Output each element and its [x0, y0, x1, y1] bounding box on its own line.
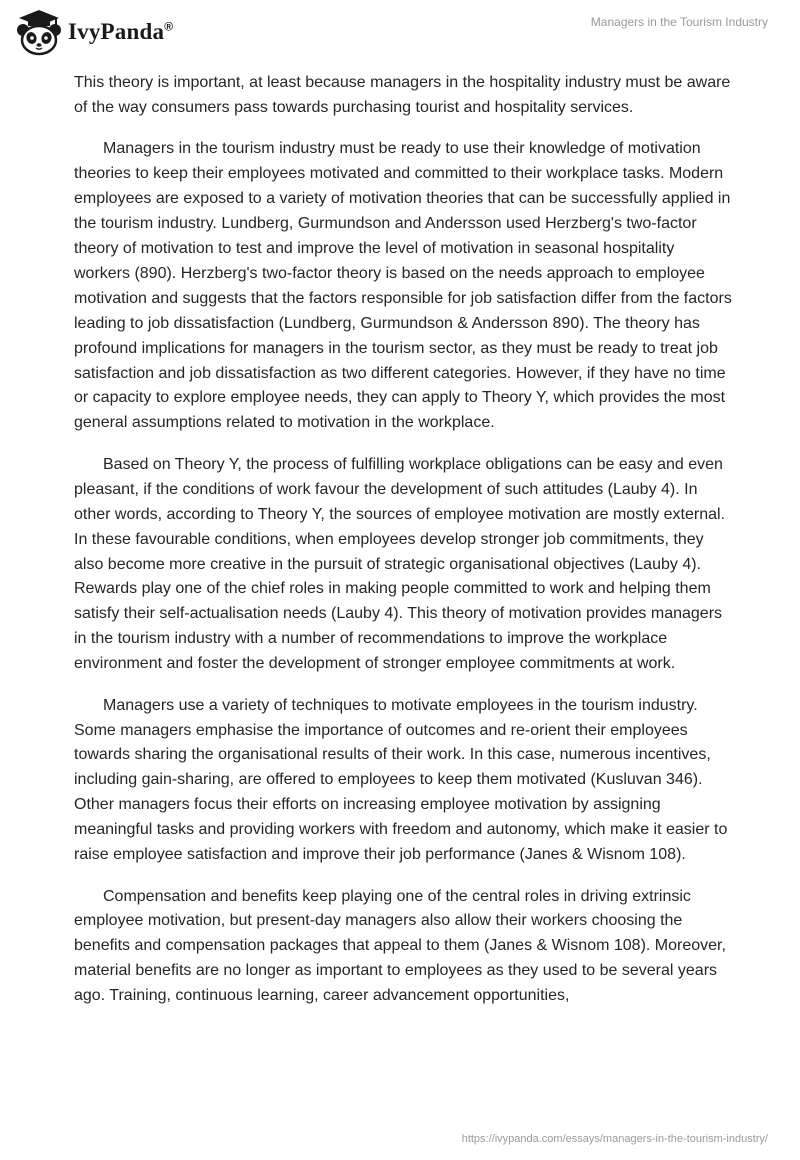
paragraph-4: Managers use a variety of techniques to motivate employees in the tourism industry. Some managers emphasise the importance of outcomes and re-orient their employees towards sharing the organisational results of their work. In this case, numerous incentives, including gain-sharing, are offered to employees to keep them motivated (Kusluvan 346). Other managers focus their efforts on increasing employee motivation by assigning meaningful tasks and providing workers with freedom and autonomy, which make it easier to raise employee satisfaction and improve their job performance (Janes & Wisnom 108).	[74, 696, 728, 864]
essay-body	[74, 71, 734, 1026]
paragraph-2: Managers in the tourism industry must be ready to use their knowledge of motivation theories to keep their employees motivated and committed to their workplace tasks. Modern employees are exposed to a variety of motivation theories that can be successfully applied in the tourism industry. Lundberg, Gurmundson and Andersson used Herzberg's two-factor theory of motivation to test and improve the level of motivation in seasonal hospitality workers (890). Herzberg's two-factor theory is based on the needs approach to employee motivation and suggests that the factors responsible for job satisfaction differ from the factors leading to job dissatisfaction (Lundberg, Gurmundson & Andersson 890). The theory has profound implications for managers in the tourism sector, as they must be ready to treat job satisfaction and job dissatisfaction as two different categories. However, if they have no time or capacity to explore employee needs, they can apply to Theory Y, which provides the most general assumptions related to motivation in the workplace.	[74, 140, 732, 432]
page-header	[0, 0, 800, 64]
source-url[interactable]: https://ivypanda.com/essays/managers-in-the-tourism-industry/	[461, 1133, 768, 1145]
paragraph-5: Compensation and benefits keep playing one of the central roles in driving extrinsic employee motivation, but present-day managers also allow their workers choosing the benefits and compensation packages that appeal to them (Janes & Wisnom 108). Moreover, material benefits are no longer as important to employees as they used to be several years ago. Training, continuous learning, career advancement opportunities,	[74, 887, 726, 1005]
registered-mark: ®	[164, 19, 174, 34]
brand-logo[interactable]	[14, 8, 173, 56]
panda-graduate-icon	[14, 8, 64, 56]
brand-name: IvyPanda®	[68, 19, 174, 44]
running-title: Managers in the Tourism Industry	[590, 15, 768, 29]
paragraph-1: This theory is important, at least because managers in the hospitality industry must be aware of the way consumers pass towards purchasing tourist and hospitality services.	[74, 74, 731, 116]
paragraph-3: Based on Theory Y, the process of fulfilling workplace obligations can be easy and even pleasant, if the conditions of work favour the development of such attitudes (Lauby 4). In other words, according to Theory Y, the sources of employee motivation are mostly external. In these favourable conditions, when employees develop stronger job commitments, they also become more creative in the pursuit of strategic organisational objectives (Lauby 4). Rewards play one of the chief roles in making people committed to work and helping them satisfy their self-actualisation needs (Lauby 4). This theory of motivation provides managers in the tourism industry with a number of recommendations to improve the workplace environment and foster the development of stronger employee commitments at work.	[74, 455, 725, 673]
